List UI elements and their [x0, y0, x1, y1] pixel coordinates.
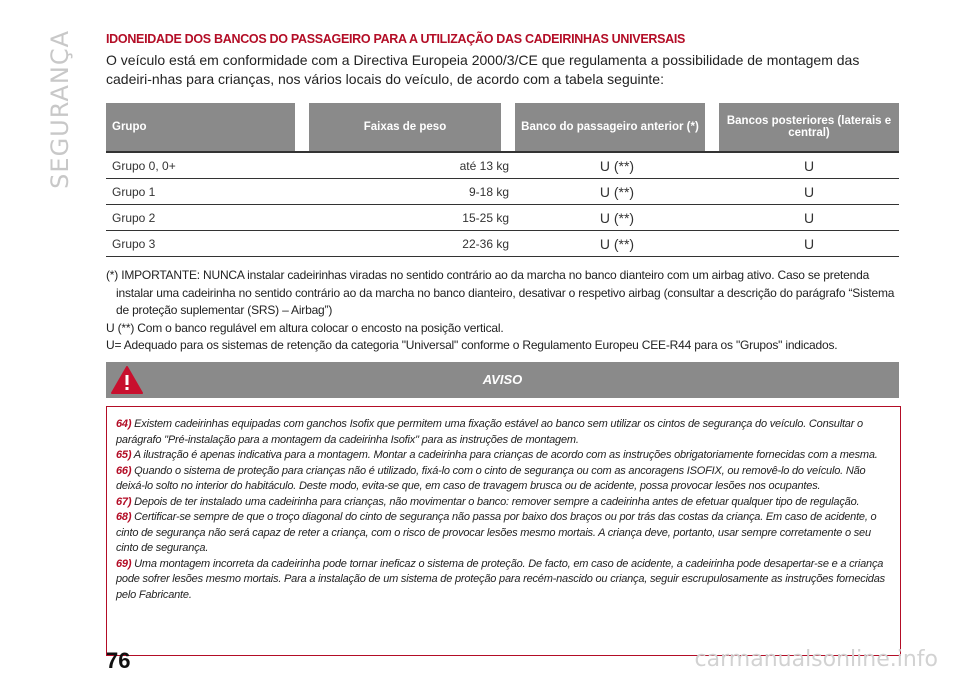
cell-front: U (**) [515, 179, 719, 205]
warning-title: AVISO [482, 372, 523, 387]
warning-item [116, 495, 891, 511]
warning-item-text: Depois de ter instalado uma cadeirinha para crianças, não movimentar o banco: remover sempre a cadeirinha antes de efetuar qualquer tipo de regulação. [134, 495, 860, 508]
cell-weight: 22-36 kg [309, 231, 515, 257]
cell-front: U (**) [515, 231, 719, 257]
note-universal: U= Adequado para os sistemas de retenção da categoria "Universal" conforme o Regulamento Europeu CEE-R44 para os "Grupos" indicados. [106, 338, 838, 352]
header-front-seat: Banco do passageiro anterior (*) [515, 103, 719, 151]
header-weight: Faixas de peso [309, 103, 515, 151]
warning-item [116, 448, 891, 464]
cell-group: Grupo 2 [106, 205, 309, 231]
warning-item [116, 510, 891, 557]
warning-item [116, 557, 891, 604]
watermark: carmanualsonline.info [694, 647, 938, 672]
warning-header-bar [106, 362, 899, 398]
child-seat-suitability-table [106, 103, 899, 257]
warning-item-number: 68) [116, 511, 132, 523]
warning-item-text: Existem cadeirinhas equipadas com ganchos Isofix que permitem uma fixação estável ao banco sem utilizar os cintos de segurança do veículo. Consultar o parágrafo "Pré-instalação para a montagem da cadeirinha Isofix" para as instruções de montagem. [116, 418, 863, 446]
table-row [106, 151, 899, 179]
warning-box [106, 406, 901, 656]
header-group: Grupo [106, 103, 309, 151]
cell-weight: 9-18 kg [309, 179, 515, 205]
page-heading: IDONEIDADE DOS BANCOS DO PASSAGEIRO PARA A UTILIZAÇÃO DAS CADEIRINHAS UNIVERSAIS [106, 32, 686, 46]
warning-item-text: Quando o sistema de proteção para crianças não é utilizado, fixá-lo com o cinto de segurança ou com as ancoragens ISOFIX, ou removê-lo do veículo. Não deixá-lo solto no interior do habitáculo. Deste modo, evita-se que, em caso de travagem brusca ou de acidente, possa provocar lesões nos ocupantes. [116, 464, 866, 492]
table-row [106, 179, 899, 205]
warning-item-number: 67) [116, 495, 132, 508]
cell-rear: U [719, 179, 899, 205]
warning-item-text: A ilustração é apenas indicativa para a montagem. Montar a cadeirinha para crianças de acordo com as instruções obrigatoriamente fornecidas com a mesma. [133, 449, 878, 461]
main-content [106, 32, 899, 355]
cell-front: U (**) [515, 205, 719, 231]
cell-group: Grupo 3 [106, 231, 309, 257]
warning-item-number: 65) [116, 449, 132, 461]
cell-front: U (**) [515, 151, 719, 179]
cell-weight: 15-25 kg [309, 205, 515, 231]
warning-item-number: 69) [116, 557, 132, 570]
section-tab-label: SEGURANÇA [46, 30, 74, 189]
warning-item-text: Certificar-se sempre de que o troço diagonal do cinto de segurança não passa por baixo dos braços ou por trás das costas da criança. Em caso de acidente, o cinto de segurança não será capaz de reter a criança, com o risco de provocar lesões mesmo mortais. A criança deve, portanto, usar sempre corretamente o seu cinto de segurança. [116, 511, 877, 554]
warning-item-text: Uma montagem incorreta da cadeirinha pode tornar ineficaz o sistema de proteção. De facto, em caso de acidente, a cadeirinha pode desapertar-se e a criança pode sofrer lesões mesmo mortais. Para a instalação de um sistema de proteção para recém-nascido ou criança, seguir escrupulosamente as instruções fornecidas pelo Fabricante. [116, 557, 885, 601]
cell-group: Grupo 1 [106, 179, 309, 205]
table-row [106, 205, 899, 231]
table-header-row [106, 103, 899, 151]
warning-item-number: 66) [116, 464, 132, 477]
note-height-adjustable: U (**) Com o banco regulável em altura colocar o encosto na posição vertical. [106, 320, 504, 335]
cell-group: Grupo 0, 0+ [106, 151, 309, 179]
table-row [106, 231, 899, 257]
warning-item [116, 464, 891, 495]
cell-rear: U [719, 151, 899, 179]
cell-rear: U [719, 231, 899, 257]
warning-item [116, 417, 891, 448]
note-important: (*) IMPORTANTE: NUNCA instalar cadeirinhas viradas no sentido contrário ao da marcha no banco dianteiro com um airbag ativo. Caso se pretenda instalar uma cadeirinha no sentido contrário ao da marcha no banco dianteiro, desativar o respetivo airbag (consultar a descrição do parágrafo “Sistema de proteção suplementar (SRS) – Airbag”) [106, 268, 895, 317]
page-number: 76 [106, 648, 131, 673]
cell-rear: U [719, 205, 899, 231]
table-notes [106, 267, 899, 355]
warning-item-number: 64) [116, 418, 132, 430]
cell-weight: até 13 kg [309, 151, 515, 179]
intro-paragraph: O veículo está em conformidade com a Directiva Europeia 2000/3/CE que regulamenta a possibilidade de montagem das cadeiri-nhas para crianças, nos vários locais do veículo, de acordo com a tabela seguinte: [106, 52, 860, 87]
header-rear-seats: Bancos posteriores (laterais e central) [719, 103, 899, 151]
